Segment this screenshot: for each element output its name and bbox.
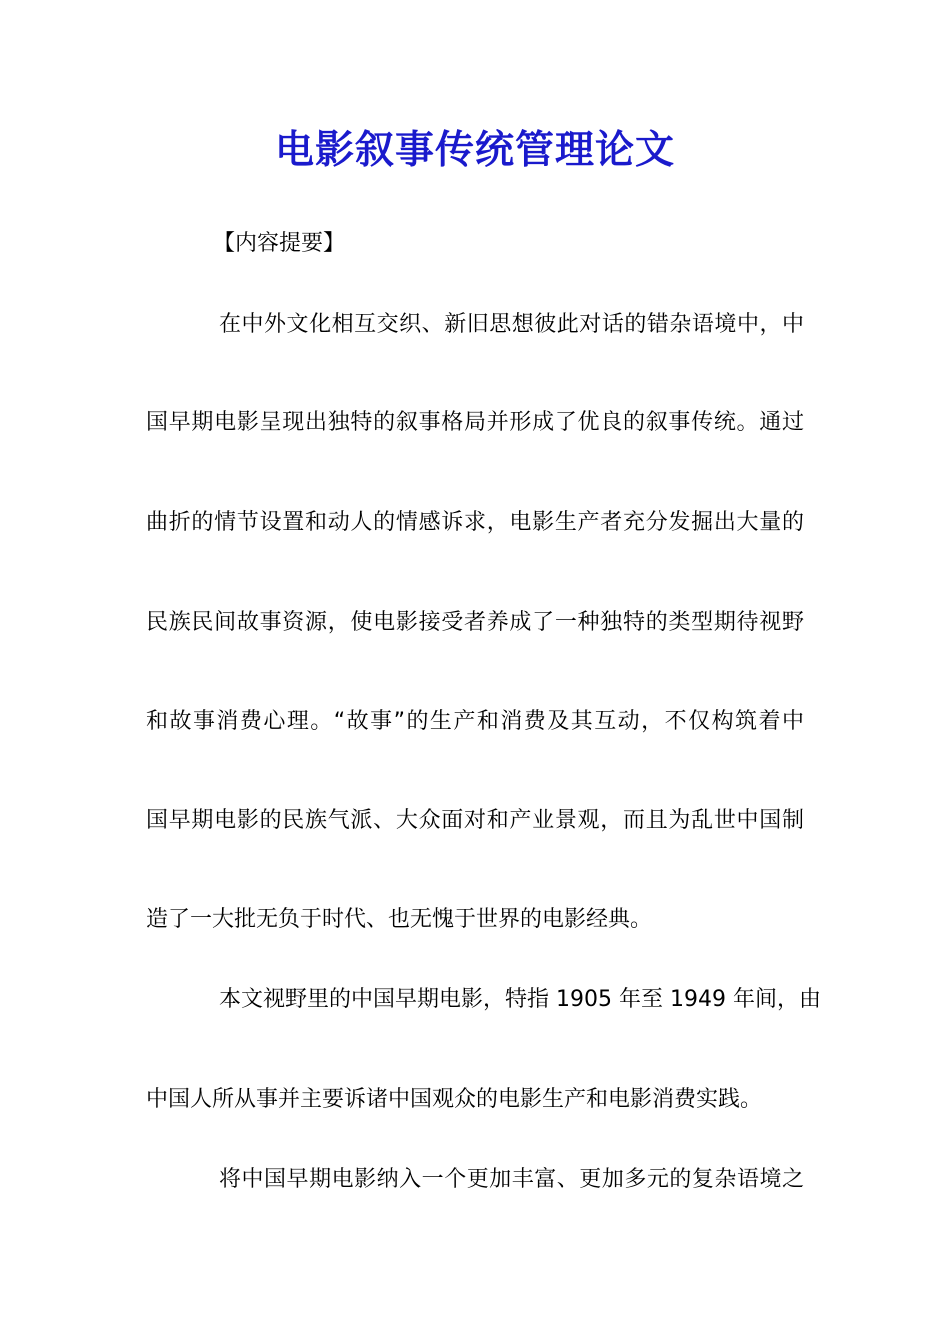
paragraph-line: 和故事消费心理。“故事”的生产和消费及其互动，不仅构筑着中	[146, 709, 804, 734]
paragraph-line: 中国人所从事并主要诉诸中国观众的电影生产和电影消费实践。	[146, 1087, 763, 1112]
paragraph-line: 曲折的情节设置和动人的情感诉求，电影生产者充分发掘出大量的	[146, 510, 804, 535]
section-heading: 【内容提要】	[213, 231, 346, 256]
paragraph-line: 国早期电影呈现出独特的叙事格局并形成了优良的叙事传统。通过	[146, 410, 804, 435]
page-title: 电影叙事传统管理论文	[274, 127, 675, 173]
paragraph-line: 造了一大批无负于时代、也无愧于世界的电影经典。	[146, 907, 653, 932]
paragraph-line: 民族民间故事资源，使电影接受者养成了一种独特的类型期待视野	[146, 610, 804, 635]
paragraph-line: 国早期电影的民族气派、大众面对和产业景观，而且为乱世中国制	[146, 808, 804, 833]
paragraph-line: 在中外文化相互交织、新旧思想彼此对话的错杂语境中，中	[219, 312, 804, 337]
paragraph-line: 将中国早期电影纳入一个更加丰富、更加多元的复杂语境之	[219, 1167, 804, 1192]
paragraph-line: 本文视野里的中国早期电影，特指 1905 年至 1949 年间，由	[219, 987, 821, 1012]
